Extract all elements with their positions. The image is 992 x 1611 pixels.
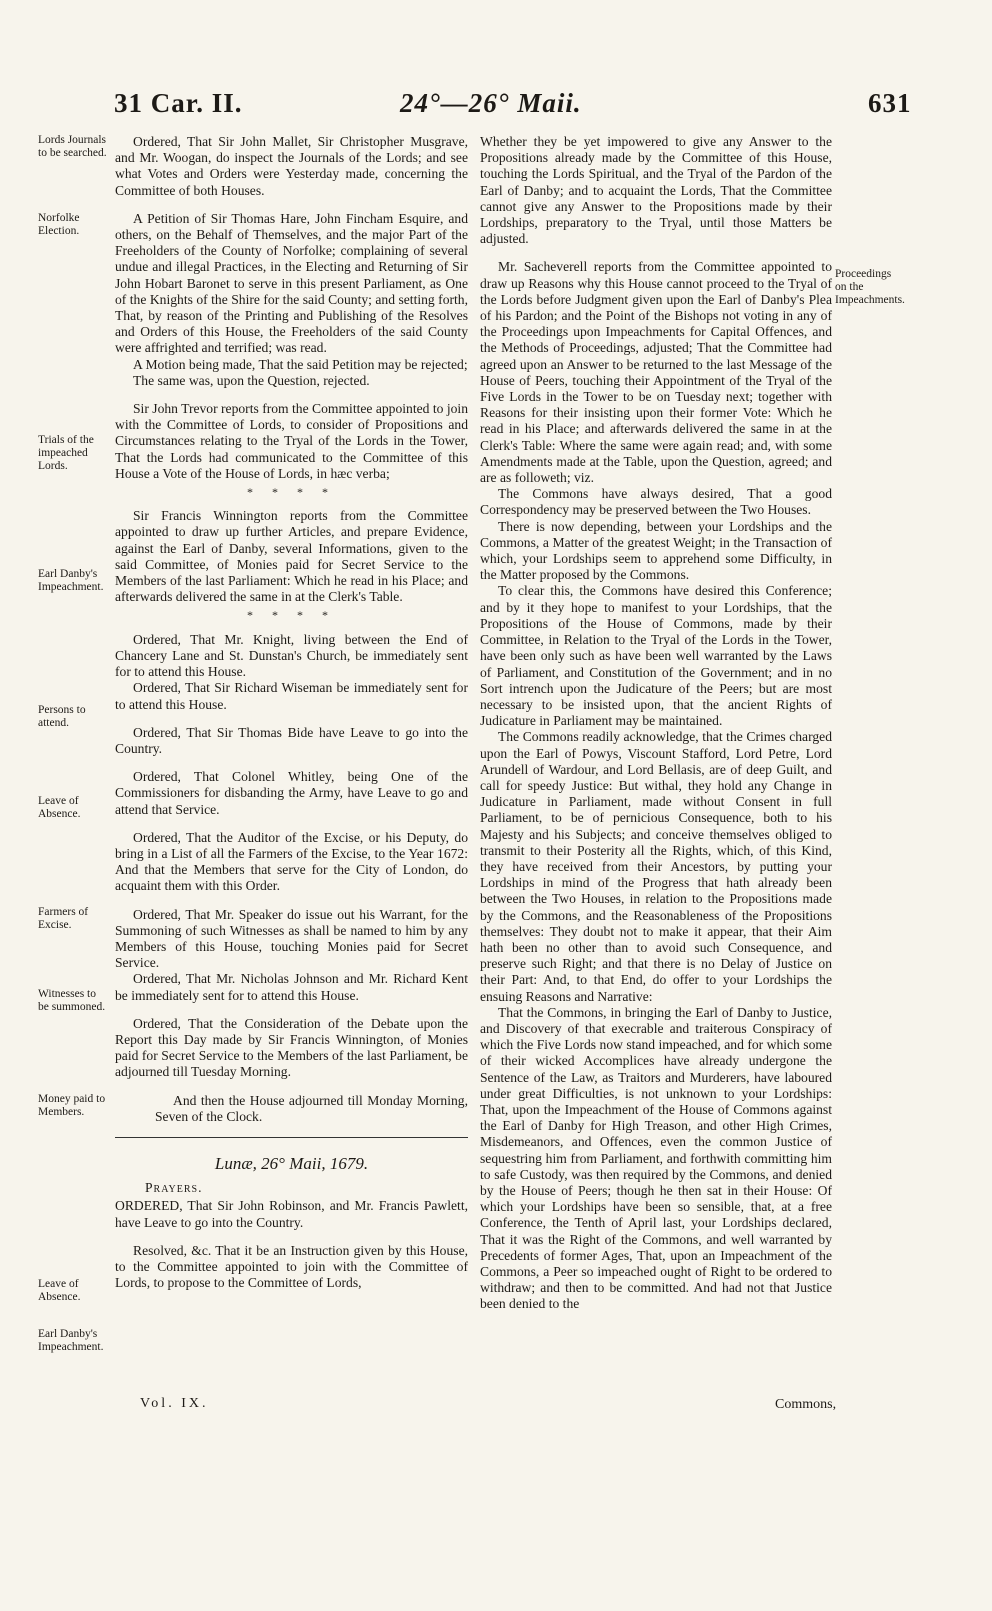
running-head-dates: 24°—26° Maii. (400, 88, 582, 118)
entry-paragraph: Whether they be yet impowered to give any Answer to the Propositions already made by the Committee of this House, touching the Lords Spiritual, and the Tryal of the Pardon of the Earl of Danby; and to acquaint the Lords, That the Committee cannot give any Answer to the Propositions made by their Lordships, preparatory to the Tryal, until those Matters be adjusted. (480, 134, 832, 247)
entry-paragraph: Ordered, That Colonel Whitley, being One of the Commissioners for disbanding the Army, have Leave to go and attend that Service. (115, 769, 468, 817)
entry-paragraph: Sir John Trevor reports from the Committee appointed to join with the Committee of Lords, to consider of Propositions and Circumstances relating to the Tryal of the Lords in the Tower, That the Lords had communicated to the Committee of this House a Vote of the House of Lords, in hæc verba; (115, 401, 468, 481)
margin-note: Lords Journals to be searched. (38, 134, 107, 159)
entry-paragraph: The same was, upon the Question, rejected. (133, 372, 370, 388)
entry-paragraph: Sir Francis Winnington reports from the Committee appointed to draw up further Articles, and prepare Evidence, against the Earl of Danby, several Informations, given to the said Committee, of Monies paid for Secret Service to the Members of the last Parliament: Which he read in his Place; and afterwards delivered the same in at the Clerk's Table. (115, 508, 468, 605)
page-number: 631 (868, 88, 912, 118)
entry-paragraph: The Commons have always desired, That a good Correspondency may be preserved between the Two Houses. (480, 486, 832, 518)
margin-note: Leave of Absence. (38, 1278, 81, 1303)
entry-paragraph: A Motion being made, That the said Petition may be rejected; (133, 356, 468, 372)
margin-note: Persons to attend. (38, 704, 86, 729)
margin-note: Witnesses to be summoned. (38, 988, 106, 1013)
margin-note: Earl Danby's Impeachment. (38, 568, 104, 593)
margin-note: Trials of the impeached Lords. (38, 434, 94, 472)
running-head-regnal-year: 31 Car. II. (114, 88, 243, 118)
left-column (115, 134, 468, 1291)
entry-paragraph: There is now depending, between your Lordships and the Commons, a Matter of the greatest Weight; in the Transaction of which, your Lordships seem to apprehend some Difficulty, in the Matter proposed by the Commons. (480, 518, 832, 583)
section-divider (115, 1137, 468, 1138)
prayers-heading: Prayers. (145, 1180, 203, 1196)
margin-note: Farmers of Excise. (38, 906, 89, 931)
right-column (480, 134, 832, 1313)
margin-note: Money paid to Members. (38, 1093, 106, 1118)
entry-paragraph: A Petition of Sir Thomas Hare, John Fincham Esquire, and others, on the Behalf of Themselves, and the major Part of the Freeholders of the County of Norfolke; complaining of several undue and illegal Practices, in the Electing and Returning of Sir John Hobart Baronet to serve in this present Parliament, as One of the Knights of the Shire for the said County; and setting forth, That, by reason of the Printing and Publishing of the Resolves and Orders of this House, the Freeholders of the said County were affrighted and terrified; was read. (115, 210, 468, 356)
entry-paragraph: Ordered, That Mr. Knight, living between the End of Chancery Lane and St. Dunstan's Church, be immediately sent for to attend this House. (115, 631, 468, 680)
entry-paragraph: Ordered, That Sir Thomas Bide have Leave to go into the Country. (115, 724, 468, 756)
entry-paragraph: Ordered, That Sir Richard Wiseman be immediately sent for to attend this House. (115, 680, 468, 712)
margin-note: Leave of Absence. (38, 795, 81, 820)
entry-paragraph: Resolved, &c. That it be an Instruction given by this House, to the Committee appointed to join with the Committee of Lords, to propose to the Committee of Lords, (115, 1242, 468, 1291)
adjournment-line: And then the House adjourned till Monday Morning, Seven of the Clock. (155, 1092, 468, 1124)
entry-paragraph: Ordered, That Mr. Nicholas Johnson and Mr. Richard Kent be immediately sent for to attend this House. (115, 971, 468, 1003)
entry-paragraph: The Commons readily acknowledge, that the Crimes charged upon the Earl of Powys, Viscount Stafford, Lord Petre, Lord Arundell of Wardour, and Lord Bellasis, are of deep Guilt, and call for speedy Justice: But withal, they hold any Change in Judicature in Parliament, made without Consent in full Parliament, to be of pernicious Consequence, both to his Majesty and his Subjects; and conceive themselves obliged to transmit to their Posterity all the Rights, which, of this Kind, they have received from their Ancestors, by putting your Lordships in mind of the Progress that hath already been between the Two Houses, in relation to the Propositions made by the Commons, and the Reasonableness of the Propositions themselves: They doubt not to make it appear, that their Aim hath been no other than to avoid such Consequence, and preserve such Right; and that there is no Delay of Justice on their Part: And, to that End, do offer to your Lordships the ensuing Reasons and Narrative: (480, 729, 832, 1004)
day-heading: Lunæ, 26° Maii, 1679. (214, 1153, 369, 1173)
entry-paragraph: That the Commons, in bringing the Earl of Danby to Justice, and Discovery of that execrable and traiterous Conspiracy of which the Five Lords now stand impeached, and for which some of their wicked Accomplices have already undergone the Sentence of the Law, as Traitors and Murderers, have laboured under great Difficulties, is not unknown to your Lordships: That, upon the Impeachment of the House of Commons against the Earl of Danby for High Treason, and other High Crimes, Misdemeanors, and Offences, even the common Justice of sequestring him from Parliament, and forthwith committing him to safe Custody, was then required by the Commons, and denied by the House of Peers; though he then sat in their House: Of which your Lordships have been so sensible, that, at a free Conference, the Tenth of April last, your Lordships declared, That it was the Right of the Commons, and well warranted by Precedents of former Ages, That, upon an Impeachment of the Commons, a Peer so impeached ought of Right to be ordered to withdraw; and then to be committed. And had not that Justice been denied to the (480, 1004, 832, 1312)
omission-stars: * * * * (247, 608, 336, 623)
entry-paragraph: To clear this, the Commons have desired this Conference; and by it they hope to manifest to your Lordships, that the Propositions of the House of Commons, made by their Committee, in Relation to the Tryal of the Lords in the Tower, have been only such as have been well warranted by the Laws of Parliament, and Constitution of the Government; and in no Sort intrench upon the Judicature of the Peers; but are most necessary to be insisted upon, that the ancient Rights of Judicature in Parliament may be maintained. (480, 583, 832, 729)
omission-stars: * * * * (247, 485, 336, 500)
entry-paragraph: Ordered, That the Auditor of the Excise, or his Deputy, do bring in a List of all the Farmers of the Excise, to the Year 1672: And that the Members that serve for the City of London, do acquaint them with this Order. (115, 829, 468, 894)
volume-signature: Vol. IX. (140, 1396, 209, 1411)
margin-note: Proceedings on the Impeachments. (835, 268, 905, 306)
margin-note: Earl Danby's Impeachment. (38, 1328, 104, 1353)
catchword: Commons, (775, 1397, 837, 1412)
margin-note: Norfolke Election. (38, 212, 80, 237)
entry-paragraph: Ordered, That Mr. Speaker do issue out his Warrant, for the Summoning of such Witnesses as shall be named to him by any Members of this House, touching Monies paid for Secret Service. (115, 906, 468, 971)
entry-paragraph: Ordered, That the Consideration of the Debate upon the Report this Day made by Sir Francis Winnington, of Monies paid for Secret Service to the Members of the last Parliament, be adjourned till Tuesday Morning. (115, 1015, 468, 1080)
entry-paragraph: ORDERED, That Sir John Robinson, and Mr. Francis Pawlett, have Leave to go into the Country. (115, 1198, 468, 1230)
entry-paragraph: Ordered, That Sir John Mallet, Sir Christopher Musgrave, and Mr. Woogan, do inspect the Journals of the Lords; and see what Votes and Orders were Yesterday made, concerning the Committee of both Houses. (115, 134, 468, 198)
entry-paragraph: Mr. Sacheverell reports from the Committee appointed to draw up Reasons why this House cannot proceed to the Tryal of the Lords before Judgment given upon the Earl of Danby's Plea of his Pardon; and the Point of the Bishops not voting in any of the Proceedings upon Impeachments for Capital Offences, and the Methods of Proceedings, adjusted; That the Committee had agreed upon an Answer to be returned to the last Message of the House of Peers, touching their Appointment of the Tryal of the Five Lords in the Tower to be on Tuesday next; together with Reasons for their insisting upon their former Vote: Which he read in his Place; and afterwards delivered the same in at the Clerk's Table: Where the same were again read; and, with some Amendments made at the Table, upon the Question, agreed; and are as followeth; viz. (480, 259, 832, 486)
